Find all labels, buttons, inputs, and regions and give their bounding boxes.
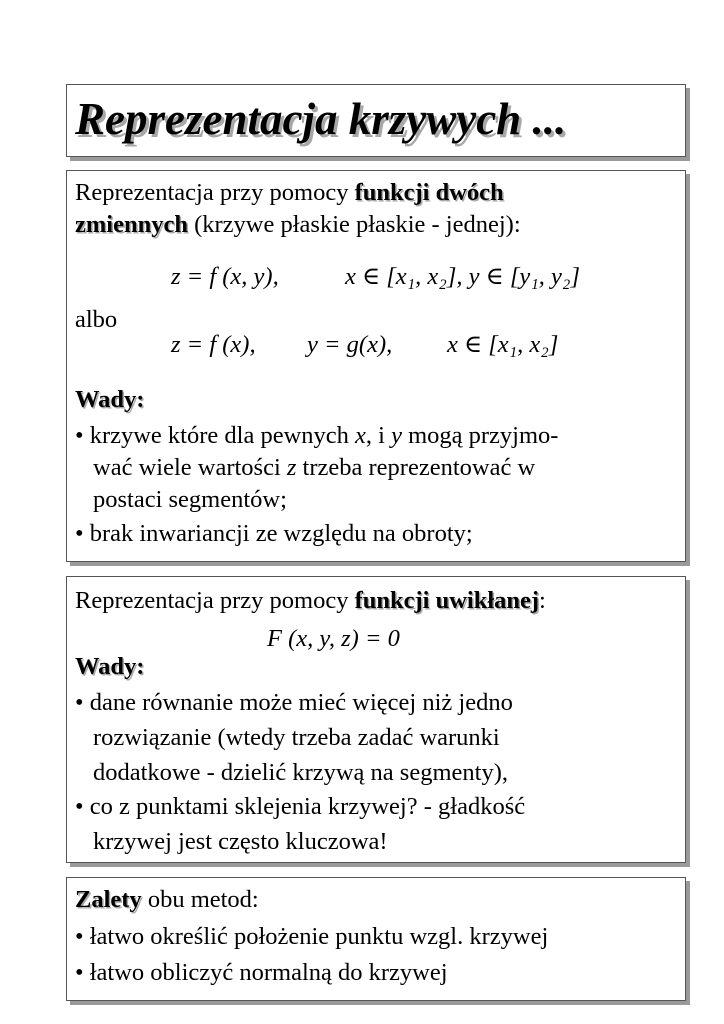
bullet-1-line-3: postaci segmentów;: [93, 486, 287, 513]
zalety-heading: Zalety: [75, 886, 142, 913]
wady-heading: Wady:: [75, 653, 145, 680]
equation-1-lhs: z = f (x, y),: [171, 263, 279, 290]
intro-line: [75, 585, 546, 617]
bullet-1-line-1: [75, 687, 513, 719]
bullet-text: mogą przyjmo-: [401, 422, 559, 449]
equation-2-b: y = g(x),: [307, 331, 393, 358]
bullet-marker: •: [75, 689, 84, 716]
bullet-text: łatwo określić położenie punktu wzgl. krzywej: [89, 923, 549, 950]
bullet-2: [75, 957, 448, 989]
bullet-marker: •: [75, 793, 84, 820]
intro-colon: :: [539, 587, 546, 614]
var-z: z: [286, 454, 297, 481]
bullet-2-line-1: [75, 791, 525, 823]
wady-heading: Wady:: [75, 386, 145, 413]
implicit-equation: F (x, y, z) = 0: [267, 625, 400, 652]
page-title: Reprezentacja krzywych ...: [75, 94, 567, 144]
bullet-text: krzywe które dla pewnych: [89, 422, 356, 449]
var-y: y: [391, 422, 402, 449]
advantages-box: [66, 877, 686, 1001]
intro-text: Reprezentacja przy pomocy: [75, 179, 355, 206]
intro-text-2: (krzywe płaskie płaskie - jednej):: [187, 211, 521, 238]
intro-text: Reprezentacja przy pomocy: [75, 587, 355, 614]
bullet-1-line-2: rozwiązanie (wtedy trzeba zadać warunki: [93, 724, 500, 751]
bullet-marker: •: [75, 520, 84, 547]
zalety-line: [75, 884, 259, 916]
intro-bold-term: funkcji uwikłanej: [354, 587, 540, 614]
equation-1-rhs: x ∈ [x₁, x₂], y ∈ [y₁, y₂]: [345, 263, 580, 290]
intro-bold-term: funkcji dwóch: [354, 179, 504, 206]
bullet-text: co z punktami sklejenia krzywej? - gładkość: [89, 793, 526, 820]
bullet-1-line-3: dodatkowe - dzielić krzywą na segmenty),: [93, 759, 508, 786]
bullet-1-line-2: [93, 452, 535, 484]
intro-line-2: [75, 209, 521, 241]
zalety-text: obu metod:: [141, 886, 259, 913]
albo-label: albo: [75, 306, 118, 333]
title-box: [66, 84, 686, 157]
bullet-1: [75, 921, 548, 953]
bullet-marker: •: [75, 923, 84, 950]
implicit-function-box: [66, 576, 686, 863]
var-x: x: [355, 422, 366, 449]
intro-line-1: [75, 177, 504, 209]
bullet-text: brak inwariancji ze względu na obroty;: [89, 520, 473, 547]
equation-2-a: z = f (x),: [171, 331, 256, 358]
bullet-2: [75, 518, 473, 550]
bullet-text: wać wiele wartości: [93, 454, 287, 481]
function-two-variables-box: [66, 170, 686, 562]
bullet-text: łatwo obliczyć normalną do krzywej: [89, 959, 448, 986]
bullet-marker: •: [75, 422, 84, 449]
intro-bold-term-2: zmiennych: [75, 211, 188, 238]
bullet-1-line-1: [75, 420, 558, 452]
bullet-text: trzeba reprezentować w: [296, 454, 536, 481]
bullet-text: , i: [365, 422, 392, 449]
equation-2-c: x ∈ [x₁, x₂]: [447, 331, 559, 358]
bullet-2-line-2: krzywej jest często kluczowa!: [93, 828, 388, 855]
bullet-marker: •: [75, 959, 84, 986]
bullet-text: dane równanie może mieć więcej niż jedno: [89, 689, 513, 716]
